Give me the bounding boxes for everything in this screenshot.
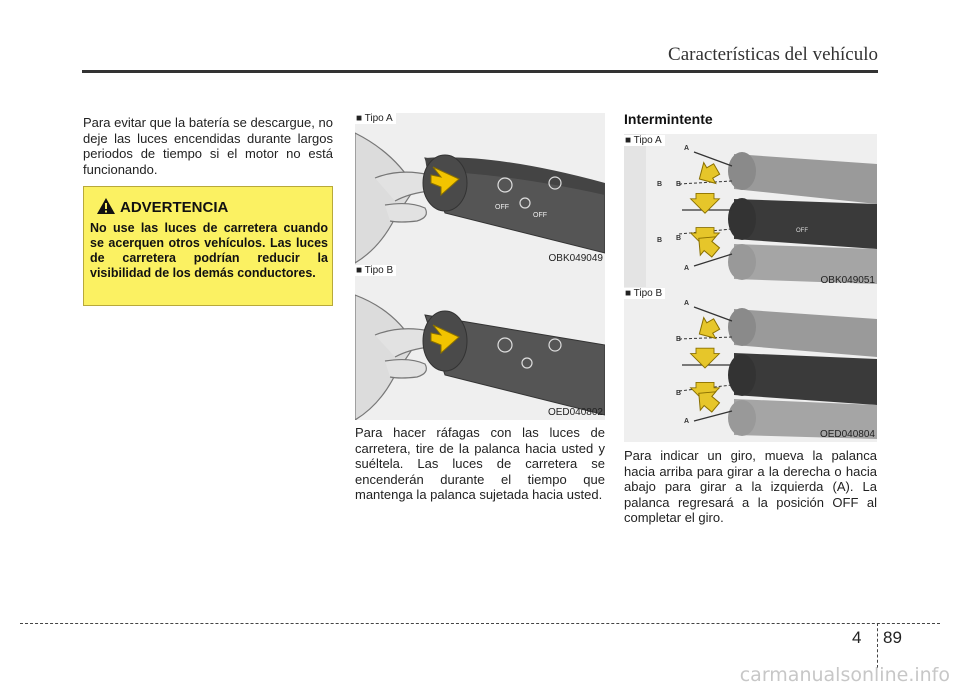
- callout-a: A: [684, 265, 690, 272]
- figure-code: OBK049051: [820, 275, 875, 286]
- section-title: Características del vehículo: [668, 44, 878, 65]
- page-number-separator: [877, 623, 878, 668]
- turn-signal-lever-illustration: [624, 134, 877, 287]
- warning-text: No use las luces de carretera cuando se acerquen otros vehículos. Las luces de carretera podrían reducir la visibilidad de los demás conductores.: [90, 221, 328, 280]
- section-number: 4: [852, 628, 862, 647]
- figure-code: OED040804: [819, 429, 875, 440]
- warning-box: [83, 186, 333, 306]
- figure-type-label: ■ Tipo B: [355, 265, 396, 276]
- callout-a: A: [684, 300, 690, 307]
- callout-b: B: [657, 237, 663, 244]
- page-number: 89: [883, 628, 902, 647]
- intro-paragraph: Para evitar que la batería se descargue, no deje las luces encendidas durante largos periodos de tiempo si el motor no está funcionando.: [83, 115, 333, 177]
- figure-type-label: ■ Tipo A: [624, 135, 665, 146]
- callout-b: B: [676, 235, 682, 242]
- watermark-text: carmanualsonline.info: [739, 664, 950, 686]
- header-rule: [82, 70, 878, 73]
- callout-b: B: [676, 390, 682, 397]
- figure-code: OBK049049: [548, 253, 603, 264]
- figure-headlight-flash-type-a: [355, 113, 605, 267]
- lever-off-label: OFF: [796, 228, 808, 234]
- warning-title: ADVERTENCIA: [120, 199, 229, 216]
- figure-turn-signal-type-b: [624, 287, 877, 442]
- turn-signal-paragraph: Para indicar un giro, mueva la palanca hacia arriba para girar a la derecha o hacia abajo para girar a la izquierda (A). La palanca regresará a la posición OFF al completar el giro.: [624, 448, 877, 525]
- turn-signal-heading: Intermintente: [624, 111, 713, 127]
- callout-b: B: [676, 181, 682, 188]
- figure-turn-signal-type-a: [624, 134, 877, 287]
- callout-a: A: [684, 145, 690, 152]
- figure-code: OED040802: [547, 407, 603, 418]
- lever-off-label: OFF: [495, 204, 509, 211]
- warning-triangle-icon: [96, 197, 116, 215]
- callout-b: B: [676, 336, 682, 343]
- callout-b: B: [657, 181, 663, 188]
- figure-headlight-flash-type-b: [355, 265, 605, 420]
- footer-rule: [20, 623, 940, 624]
- lever-off-label: OFF: [533, 212, 547, 219]
- callout-a: A: [684, 418, 690, 425]
- figure-type-label: ■ Tipo B: [624, 288, 665, 299]
- hand-pulling-lever-illustration: [355, 113, 605, 267]
- turn-signal-lever-illustration: [624, 287, 877, 442]
- hand-pulling-lever-illustration: [355, 265, 605, 420]
- flash-paragraph: Para hacer ráfagas con las luces de carretera, tire de la palanca hacia usted y suéltela. Las luces de carretera se encenderán durante el tiempo que mantenga la palanca sujetada hacia usted.: [355, 425, 605, 502]
- figure-type-label: ■ Tipo A: [355, 113, 396, 124]
